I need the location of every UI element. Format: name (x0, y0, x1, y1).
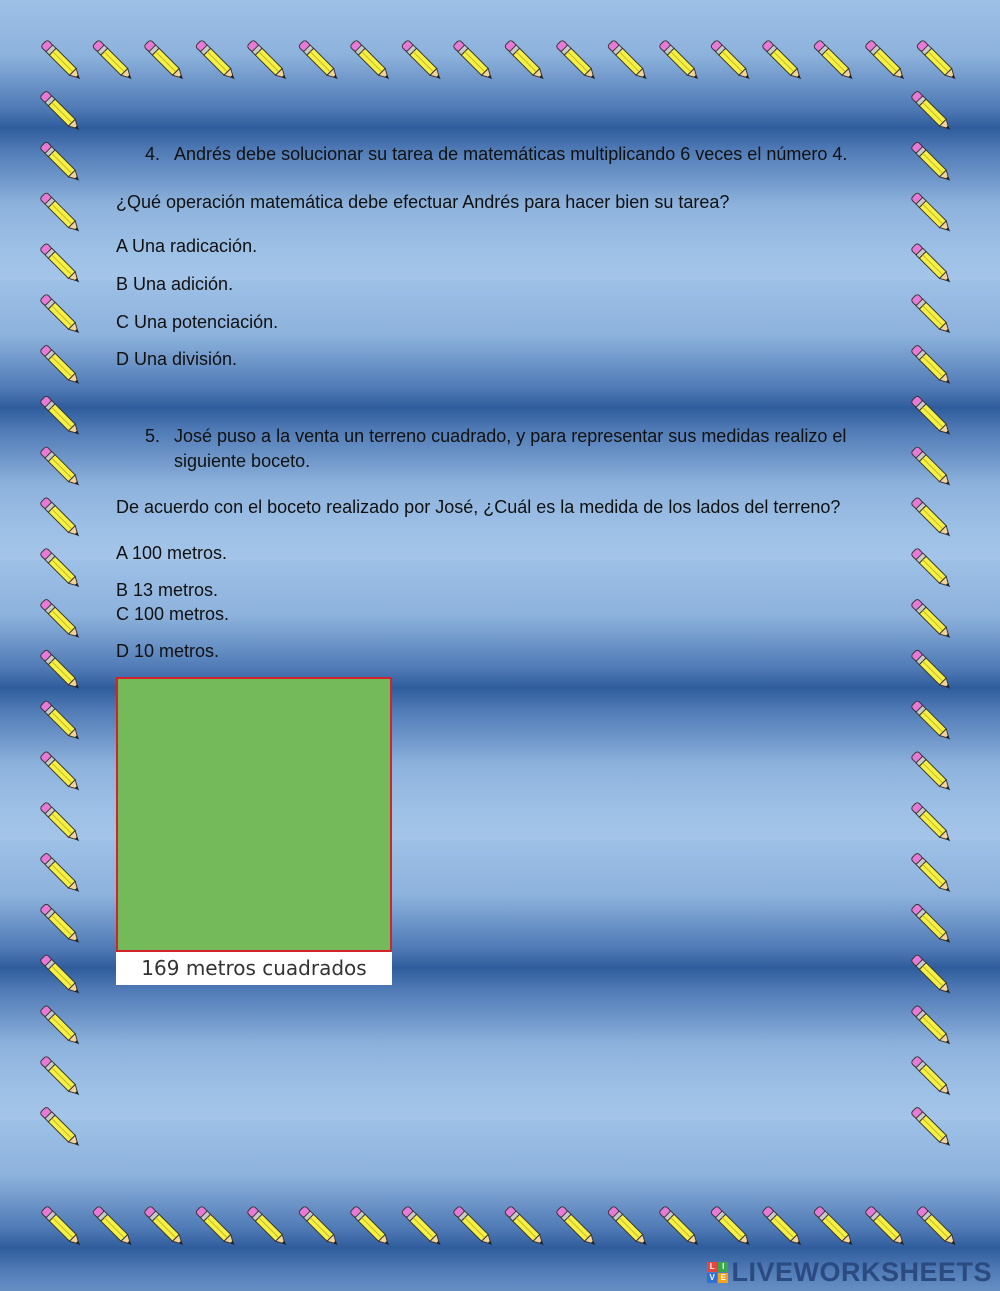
q5-option-d: D 10 metros. (116, 641, 220, 661)
q5-number: 5. (145, 426, 161, 446)
q4-option-a: A Una radicación. (116, 236, 258, 256)
q5-statement-line1: José puso a la venta un terreno cuadrado, y para representar sus medidas realizo el (174, 426, 847, 446)
terrain-area-caption: 169 metros cuadrados (116, 952, 392, 985)
q5-option-a: A 100 metros. (116, 543, 228, 563)
logo-letter-l: L (707, 1262, 717, 1272)
terrain-square (116, 677, 392, 952)
q4-question: ¿Qué operación matemática debe efectuar Andrés para hacer bien su tarea? (116, 192, 730, 212)
logo-letter-i: I (718, 1262, 728, 1272)
terrain-sketch (116, 677, 392, 985)
q5-option-b: B 13 metros. (116, 580, 219, 600)
q5-option-c: C 100 metros. (116, 604, 230, 624)
q4-number: 4. (145, 144, 161, 164)
q5-statement-line2: siguiente boceto. (174, 451, 311, 471)
q5-question: De acuerdo con el boceto realizado por José, ¿Cuál es la medida de los lados del terreno? (116, 497, 841, 517)
q4-option-d: D Una división. (116, 349, 238, 369)
q4-option-b: B Una adición. (116, 274, 234, 294)
liveworksheets-logo-icon (707, 1262, 728, 1283)
q4-option-c: C Una potenciación. (116, 312, 279, 332)
liveworksheets-logo[interactable] (707, 1257, 992, 1287)
liveworksheets-wordmark: LIVEWORKSHEETS (731, 1256, 992, 1287)
logo-letter-v: V (707, 1273, 717, 1283)
logo-letter-e: E (718, 1273, 728, 1283)
q4-statement: Andrés debe solucionar su tarea de matemáticas multiplicando 6 veces el número 4. (174, 144, 848, 164)
